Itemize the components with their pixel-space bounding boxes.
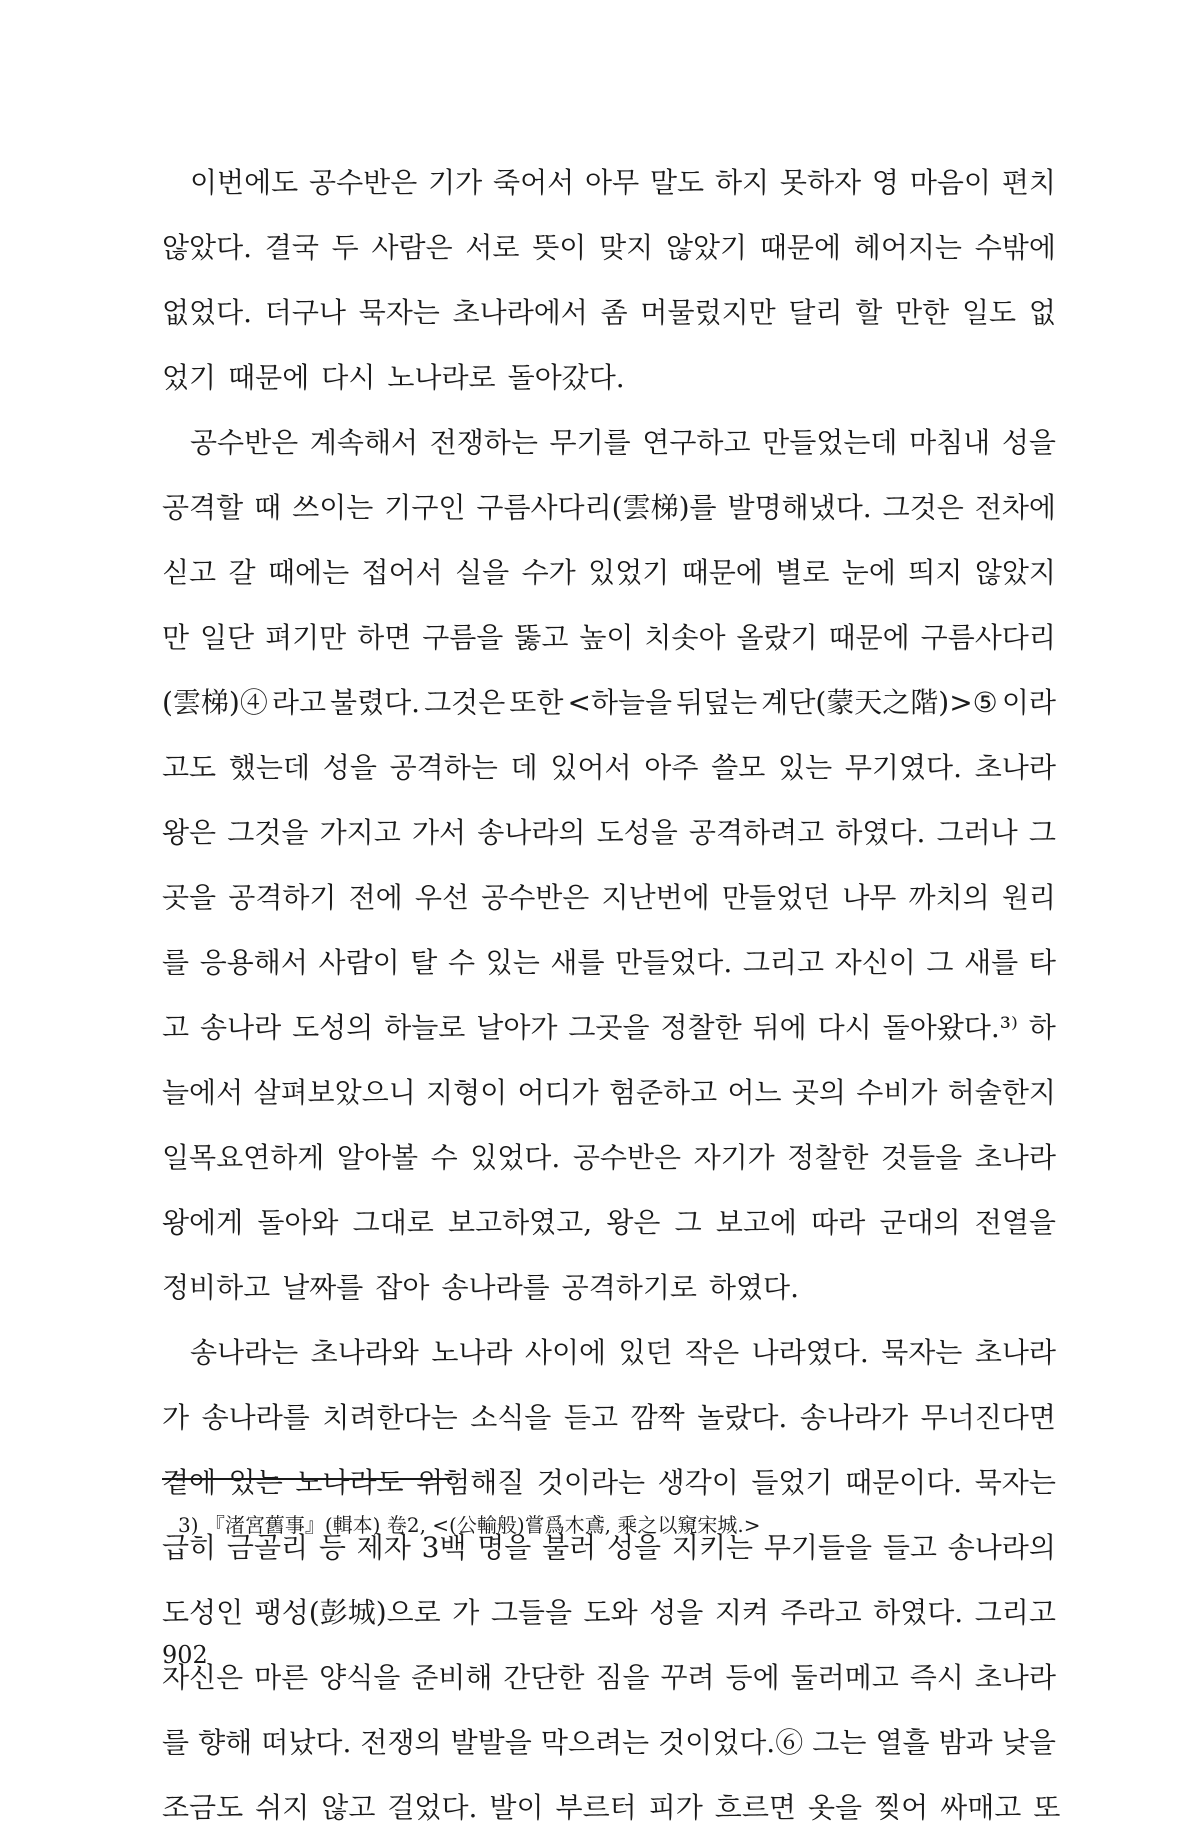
text-line: 고 송나라 도성의 하늘로 날아가 그곳을 정찰한 뒤에 다시 돌아왔다.³⁾ 하: [162, 1011, 1056, 1044]
text-line: 를 향해 떠났다. 전쟁의 발발을 막으려는 것이었다.⑥ 그는 열흘 밤과 낮을: [162, 1726, 1056, 1759]
text-line: 곁에 있는 노나라도 위험해질 것이라는 생각이 들었기 때문이다. 묵자는: [162, 1466, 1056, 1499]
text-line: 송나라는 초나라와 노나라 사이에 있던 작은 나라였다. 묵자는 초나라: [190, 1336, 1056, 1369]
text-line: 일목요연하게 알아볼 수 있었다. 공수반은 자기가 정찰한 것들을 초나라: [162, 1141, 1056, 1174]
text-line: 만 일단 펴기만 하면 구름을 뚫고 높이 치솟아 올랐기 때문에 구름사다리: [162, 621, 1056, 654]
footnote-3: 3) 『渚宮舊事』(輯本) 卷2, <(公輸般)嘗爲木鳶, 乘之以窺宋城.>: [178, 1513, 761, 1537]
text-line: 를 응용해서 사람이 탈 수 있는 새를 만들었다. 그리고 자신이 그 새를 타: [162, 946, 1056, 979]
text-line: 도성인 팽성(彭城)으로 가 그들을 도와 성을 지켜 주라고 하였다. 그리고: [162, 1596, 1056, 1629]
text-line: 싣고 갈 때에는 접어서 실을 수가 있었기 때문에 별로 눈에 띄지 않았지: [162, 556, 1056, 589]
text-line: 정비하고 날짜를 잡아 송나라를 공격하기로 하였다.: [162, 1271, 799, 1304]
text-line: 조금도 쉬지 않고 걸었다. 발이 부르터 피가 흐르면 옷을 찢어 싸매고 또: [162, 1791, 1061, 1824]
text-line: 가 송나라를 치려한다는 소식을 듣고 깜짝 놀랐다. 송나라가 무너진다면: [162, 1401, 1056, 1434]
text-line: 이번에도 공수반은 기가 죽어서 아무 말도 하지 못하자 영 마음이 편치: [190, 166, 1056, 199]
text-line: 공격할 때 쓰이는 기구인 구름사다리(雲梯)를 발명해냈다. 그것은 전차에: [162, 491, 1056, 524]
text-line: 왕은 그것을 가지고 가서 송나라의 도성을 공격하려고 하였다. 그러나 그: [162, 816, 1056, 849]
page-number: 902: [162, 1641, 208, 1669]
text-line: 늘에서 살펴보았으니 지형이 어디가 험준하고 어느 곳의 수비가 허술한지: [162, 1076, 1056, 1109]
text-line: 곳을 공격하기 전에 우선 공수반은 지난번에 만들었던 나무 까치의 원리: [162, 881, 1056, 914]
text-line: 자신은 마른 양식을 준비해 간단한 짐을 꾸려 등에 둘러메고 즉시 초나라: [162, 1661, 1056, 1694]
text-line: 왕에게 돌아와 그대로 보고하였고, 왕은 그 보고에 따라 군대의 전열을: [162, 1206, 1056, 1239]
text-line: 않았다. 결국 두 사람은 서로 뜻이 맞지 않았기 때문에 헤어지는 수밖에: [162, 231, 1056, 264]
text-line: (雲梯)④ 라고 불렸다. 그것은 또한 <하늘을 뒤덮는 계단(蒙天之階)>⑤ 이라: [162, 686, 1056, 719]
text-line: 고도 했는데 성을 공격하는 데 있어서 아주 쓸모 있는 무기였다. 초나라: [162, 751, 1056, 784]
body-text: [162, 150, 1061, 1840]
text-line: 공수반은 계속해서 전쟁하는 무기를 연구하고 만들었는데 마침내 성을: [190, 426, 1056, 459]
text-line: 급히 금골리 등 제자 3백 명을 불러 성을 지키는 무기들을 들고 송나라의: [162, 1531, 1056, 1564]
text-line: 없었다. 더구나 묵자는 초나라에서 좀 머물렀지만 달리 할 만한 일도 없: [162, 296, 1056, 329]
text-line: 었기 때문에 다시 노나라로 돌아갔다.: [162, 361, 625, 394]
footnote-divider: [162, 1478, 452, 1480]
